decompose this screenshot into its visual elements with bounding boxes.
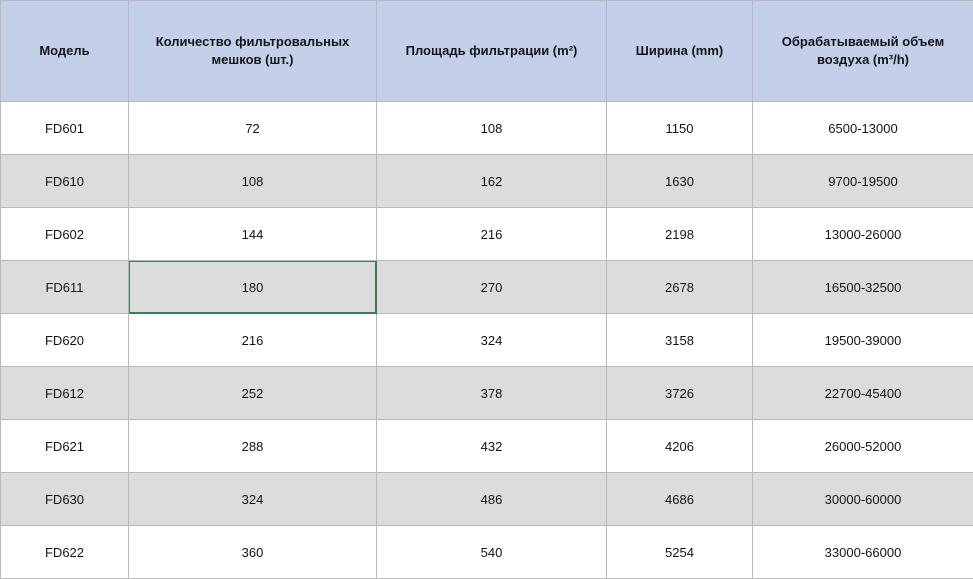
table-cell[interactable]: 3726	[607, 367, 753, 420]
table-row	[1, 473, 973, 526]
table-cell[interactable]: 180	[129, 261, 377, 314]
table-cell[interactable]: FD621	[1, 420, 129, 473]
table-cell[interactable]: 4206	[607, 420, 753, 473]
column-header-air-volume: Обрабатываемый объем воздуха (m³/h)	[753, 1, 973, 102]
column-header-filter-area: Площадь фильтрации (m²)	[377, 1, 607, 102]
table-row	[1, 314, 973, 367]
table-cell[interactable]: 378	[377, 367, 607, 420]
table-cell[interactable]: FD610	[1, 155, 129, 208]
table-cell[interactable]: 486	[377, 473, 607, 526]
table-row	[1, 155, 973, 208]
table-cell[interactable]: 22700-45400	[753, 367, 973, 420]
table-cell[interactable]: FD630	[1, 473, 129, 526]
table-row	[1, 261, 973, 314]
table-cell[interactable]: 432	[377, 420, 607, 473]
table-row	[1, 102, 973, 155]
table-cell[interactable]: 288	[129, 420, 377, 473]
table-cell[interactable]: FD601	[1, 102, 129, 155]
table-cell[interactable]: FD622	[1, 526, 129, 579]
table-cell[interactable]: 1150	[607, 102, 753, 155]
table-cell[interactable]: 216	[129, 314, 377, 367]
column-header-model: Модель	[1, 1, 129, 102]
table-cell[interactable]: 324	[377, 314, 607, 367]
table-cell[interactable]: 1630	[607, 155, 753, 208]
table-cell[interactable]: 216	[377, 208, 607, 261]
table-cell[interactable]: 108	[129, 155, 377, 208]
table-cell[interactable]: 6500-13000	[753, 102, 973, 155]
table-header-row	[1, 1, 973, 102]
table-cell[interactable]: FD611	[1, 261, 129, 314]
table-cell[interactable]: 270	[377, 261, 607, 314]
table-cell[interactable]: 252	[129, 367, 377, 420]
table-cell[interactable]: 144	[129, 208, 377, 261]
table-cell[interactable]: 9700-19500	[753, 155, 973, 208]
table-cell[interactable]: 2678	[607, 261, 753, 314]
table-row	[1, 208, 973, 261]
table-row	[1, 367, 973, 420]
table-cell[interactable]: FD612	[1, 367, 129, 420]
table-cell[interactable]: 30000-60000	[753, 473, 973, 526]
table-cell[interactable]: 3158	[607, 314, 753, 367]
table-cell[interactable]: 16500-32500	[753, 261, 973, 314]
table-cell[interactable]: 2198	[607, 208, 753, 261]
table-cell[interactable]: 108	[377, 102, 607, 155]
table-cell[interactable]: 26000-52000	[753, 420, 973, 473]
table-cell[interactable]: 33000-66000	[753, 526, 973, 579]
table-row	[1, 420, 973, 473]
table-cell[interactable]: 72	[129, 102, 377, 155]
table-cell[interactable]: 19500-39000	[753, 314, 973, 367]
table-cell[interactable]: 4686	[607, 473, 753, 526]
column-header-bag-count: Количество фильтровальных мешков (шт.)	[129, 1, 377, 102]
table-cell[interactable]: 324	[129, 473, 377, 526]
table-cell[interactable]: FD620	[1, 314, 129, 367]
table-header	[1, 1, 973, 102]
column-header-width: Ширина (mm)	[607, 1, 753, 102]
table-cell[interactable]: FD602	[1, 208, 129, 261]
table-body	[1, 102, 973, 579]
table-row	[1, 526, 973, 579]
table-cell[interactable]: 5254	[607, 526, 753, 579]
table-cell[interactable]: 13000-26000	[753, 208, 973, 261]
table-cell[interactable]: 360	[129, 526, 377, 579]
table-cell[interactable]: 162	[377, 155, 607, 208]
table-cell[interactable]: 540	[377, 526, 607, 579]
